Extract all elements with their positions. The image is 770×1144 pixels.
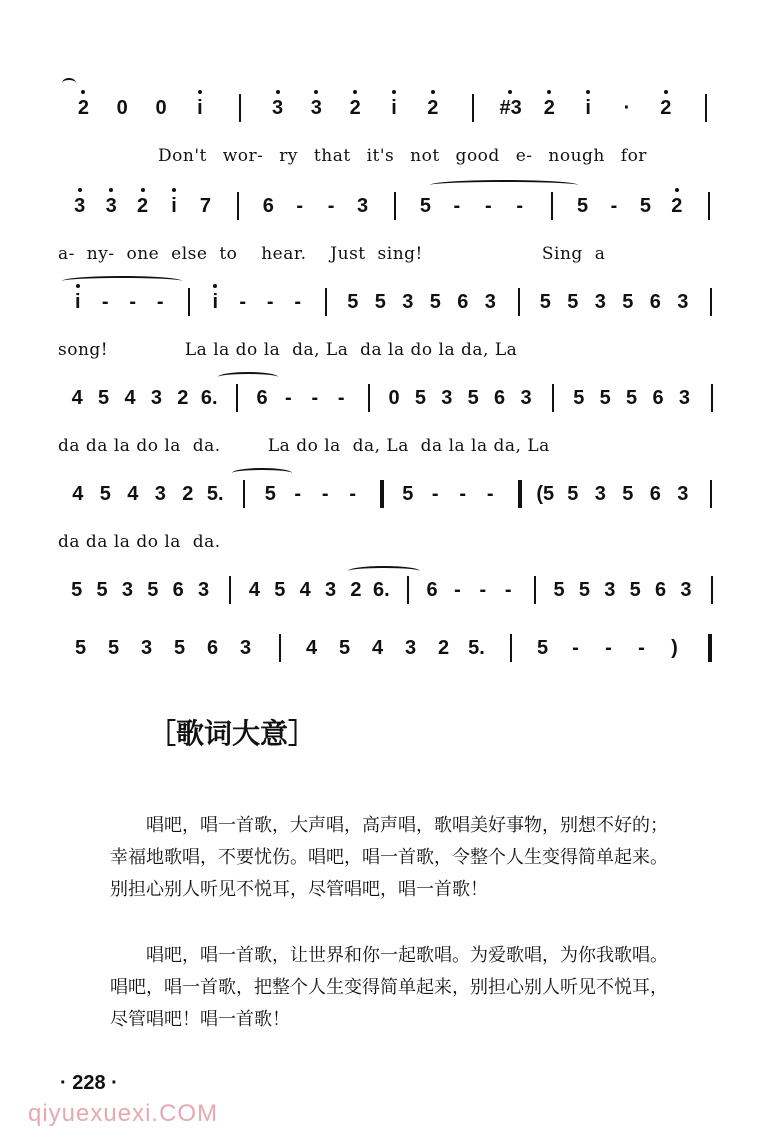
barline: [229, 576, 231, 604]
note: i: [383, 96, 405, 120]
note: i: [189, 96, 211, 120]
barline: [236, 384, 238, 412]
note: 4: [127, 483, 139, 505]
note: ·: [623, 97, 631, 119]
note: 3: [100, 194, 122, 218]
barline: [711, 576, 713, 604]
watermark: qiyuexuexi.COM: [28, 1100, 219, 1127]
note: -: [453, 195, 461, 217]
note: i: [577, 96, 599, 120]
note: 3: [198, 579, 210, 601]
note: 6: [256, 387, 268, 409]
barline: [239, 94, 241, 122]
note: 5: [71, 579, 83, 601]
note: (5: [536, 483, 555, 505]
note: -: [327, 195, 335, 217]
note: 5: [536, 637, 549, 659]
barline: [237, 192, 239, 220]
note: 6: [262, 195, 274, 217]
note: 4: [124, 387, 136, 409]
note: 2: [72, 96, 94, 120]
note: 3: [594, 483, 606, 505]
note: 6: [652, 387, 664, 409]
note: -: [156, 291, 164, 313]
section-title: ［歌词大意］: [148, 717, 317, 750]
note: 3: [604, 579, 616, 601]
barline: [534, 576, 536, 604]
barline: [510, 634, 512, 662]
barline: [518, 480, 522, 508]
note: -: [516, 195, 524, 217]
note: 5: [629, 579, 641, 601]
note: 3: [680, 579, 692, 601]
score-system-7: [58, 630, 728, 670]
note: 5: [467, 387, 479, 409]
note: -: [294, 291, 302, 313]
note: 3: [520, 387, 532, 409]
barline: [325, 288, 327, 316]
note: -: [321, 483, 329, 505]
note: -: [349, 483, 357, 505]
tie-mark: [62, 78, 76, 88]
note: 3: [121, 579, 134, 601]
note: 4: [71, 387, 83, 409]
note: 3: [69, 194, 91, 218]
score-system-4: [58, 380, 728, 456]
note: -: [486, 483, 494, 505]
note: 6: [654, 579, 667, 601]
barline: [711, 384, 713, 412]
note: -: [266, 291, 274, 313]
note: ): [671, 637, 678, 659]
page-number: · 228 ·: [60, 1072, 118, 1094]
score-system-2: [58, 188, 728, 264]
note: 3: [677, 483, 689, 505]
note: 6.: [372, 579, 390, 601]
note: 5: [553, 579, 565, 601]
note: 5: [274, 579, 286, 601]
score-system-3: [58, 284, 728, 360]
note: 3: [484, 291, 496, 313]
barline: [407, 576, 409, 604]
note: 3: [239, 637, 252, 659]
note: i: [204, 290, 226, 314]
notation-row: [58, 284, 728, 324]
note: 5: [578, 579, 590, 601]
note: 2: [344, 96, 366, 120]
tie-mark: [348, 566, 420, 576]
note: 7: [199, 195, 211, 217]
note: 3: [678, 387, 690, 409]
barline: [705, 94, 707, 122]
note: -: [610, 195, 618, 217]
note: 0: [388, 387, 400, 409]
score-system-5: [58, 476, 728, 552]
note: 5: [147, 579, 159, 601]
note: 3: [267, 96, 289, 120]
lyric-line: a- ny- one else to hear. Just sing! Sing a: [58, 244, 606, 264]
barline: [518, 288, 520, 316]
note: -: [638, 637, 645, 659]
barline: [710, 480, 712, 508]
note: 5: [98, 387, 110, 409]
note: -: [294, 483, 302, 505]
note: 5: [99, 483, 111, 505]
note: -: [129, 291, 137, 313]
tie-mark: [218, 372, 278, 382]
notation-row: [58, 380, 728, 420]
note: 5: [338, 637, 351, 659]
barline: [394, 192, 396, 220]
note: 5: [429, 291, 441, 313]
note: 4: [299, 579, 311, 601]
note: -: [605, 637, 612, 659]
note: -: [459, 483, 467, 505]
note: 5.: [206, 483, 224, 505]
note: 5: [347, 291, 359, 313]
tie-mark: [62, 276, 182, 286]
note: 5: [639, 195, 651, 217]
note: 4: [305, 637, 318, 659]
note: 3: [357, 195, 369, 217]
note: -: [479, 579, 487, 601]
note: 2: [132, 194, 154, 218]
note: 0: [155, 97, 167, 119]
note: 4: [371, 637, 384, 659]
note: 2: [177, 387, 189, 409]
note: 3: [594, 291, 606, 313]
note: 3: [154, 483, 166, 505]
barline: [710, 288, 712, 316]
note: 5: [567, 483, 579, 505]
note: 6: [172, 579, 184, 601]
paragraph-2: 唱吧，唱一首歌，让世界和你一起歌唱。为爱歌唱，为你我歌唱。唱吧，唱一首歌，把整个人生变得简单起来，别担心别人听见不悦耳，尽管唱吧！唱一首歌！: [110, 945, 668, 1030]
note: -: [454, 579, 461, 601]
notation-row: [58, 476, 728, 516]
note: 6: [457, 291, 469, 313]
note: -: [572, 637, 579, 659]
barline: [708, 192, 710, 220]
note: 5: [622, 483, 634, 505]
note: 3: [404, 637, 417, 659]
note: 3: [140, 637, 153, 659]
note: 5: [374, 291, 386, 313]
note: 5: [539, 291, 551, 313]
note: -: [311, 387, 319, 409]
barline: [380, 480, 384, 508]
note: 6: [494, 387, 506, 409]
note: 6: [206, 637, 219, 659]
note: 2: [182, 483, 194, 505]
note: 3: [402, 291, 414, 313]
note: 6: [649, 483, 661, 505]
barline: [368, 384, 370, 412]
note: 6: [649, 291, 661, 313]
note: 3: [324, 579, 337, 601]
note: -: [431, 483, 439, 505]
note: 5: [107, 637, 120, 659]
score-system-1: [58, 90, 728, 166]
note: 5: [573, 387, 585, 409]
note: 4: [248, 579, 260, 601]
tie-mark: [232, 468, 292, 478]
note: 5: [419, 195, 431, 217]
note: 5: [402, 483, 414, 505]
note: 5.: [468, 637, 485, 659]
barline: [279, 634, 281, 662]
note: -: [296, 195, 304, 217]
score-system-6: [58, 572, 728, 612]
note: 5: [599, 387, 611, 409]
note: 5: [264, 483, 276, 505]
note: 2: [655, 96, 677, 120]
note: 3: [677, 291, 689, 313]
note: i: [67, 290, 89, 314]
note: 5: [577, 195, 589, 217]
notation-row: [58, 572, 728, 612]
barline: [551, 192, 553, 220]
note: 5: [414, 387, 426, 409]
note: 5: [567, 291, 579, 313]
note: 3: [305, 96, 327, 120]
lyric-line: song! La la do la da, La da la do la da, La: [58, 340, 518, 360]
note: 4: [72, 483, 84, 505]
note: 2: [666, 194, 688, 218]
note: -: [337, 387, 345, 409]
lyric-line: da da la do la da. La do la da, La da la la da, La: [58, 436, 550, 456]
note: 2: [437, 637, 450, 659]
note: 2: [422, 96, 444, 120]
barline: [708, 634, 712, 662]
barline: [472, 94, 474, 122]
barline: [243, 480, 245, 508]
note: 3: [150, 387, 162, 409]
note: -: [504, 579, 512, 601]
note: -: [285, 387, 292, 409]
note: i: [163, 194, 185, 218]
note: 0: [116, 97, 128, 119]
note: 5: [74, 637, 87, 659]
paragraph-1: 唱吧，唱一首歌，大声唱，高声唱，歌唱美好事物，别想不好的；幸福地歌唱，不要忧伤。唱吧，唱一首歌，令整个人生变得简单起来。别担心别人听见不悦耳，尽管唱吧，唱一首歌！: [110, 815, 668, 900]
notation-row: [58, 188, 728, 228]
note: 5: [626, 387, 638, 409]
note: #3: [499, 97, 522, 119]
notation-row: [58, 90, 728, 130]
note: 6.: [200, 387, 218, 409]
note: 3: [441, 387, 453, 409]
note: -: [239, 291, 247, 313]
barline: [188, 288, 190, 316]
note: 2: [538, 96, 560, 120]
note: 5: [96, 579, 108, 601]
notation-row: [58, 630, 728, 670]
note: 2: [350, 579, 362, 601]
note: 6: [426, 579, 438, 601]
note: 5: [173, 637, 186, 659]
barline: [552, 384, 554, 412]
tie-mark: [430, 180, 578, 190]
lyric-line: Don't wor- ry that it's not good e- nough for: [158, 146, 647, 166]
note: -: [101, 291, 109, 313]
lyric-line: da da la do la da.: [58, 532, 221, 552]
note: -: [484, 195, 492, 217]
note: 5: [622, 291, 634, 313]
